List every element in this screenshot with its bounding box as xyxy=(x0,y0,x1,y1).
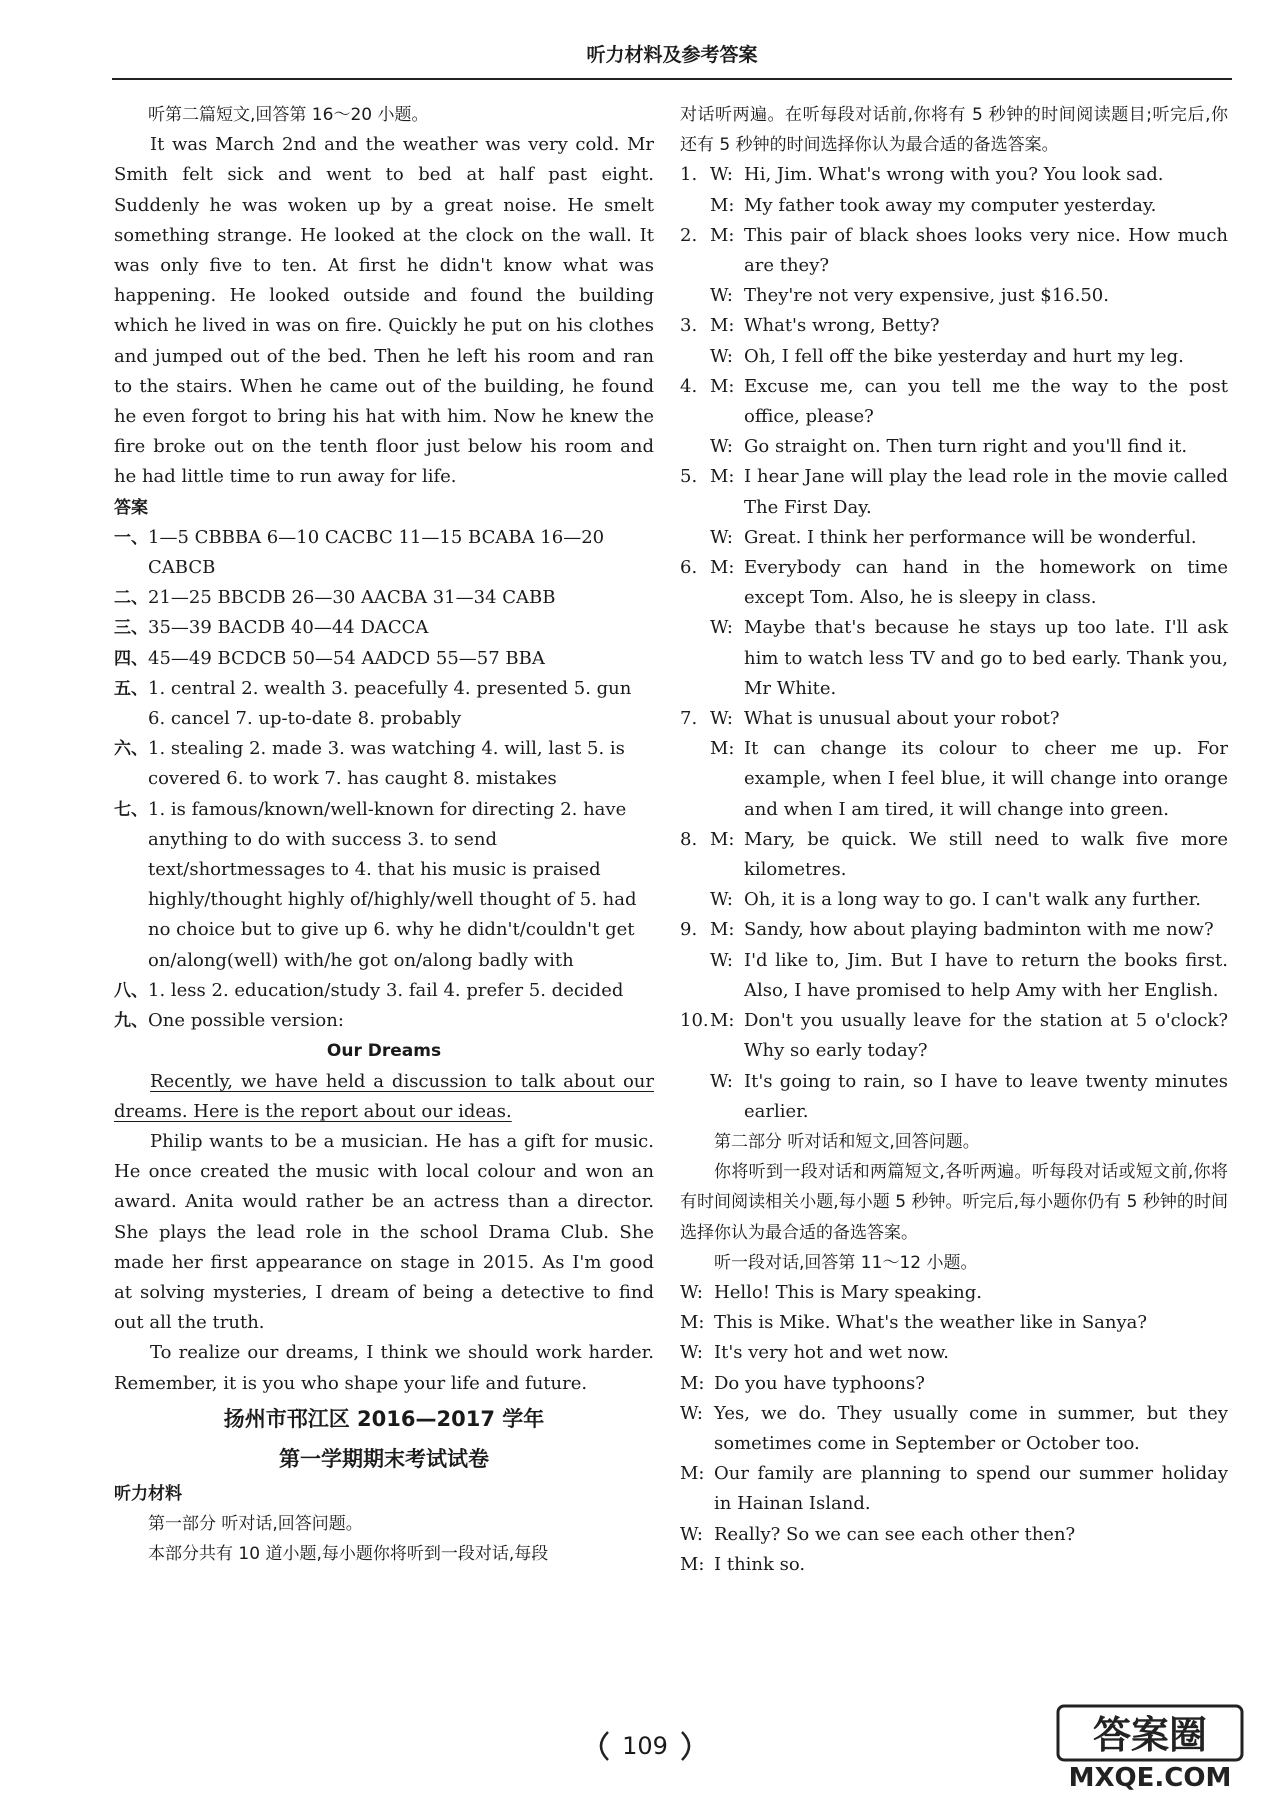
answer-item: 六、 1. stealing 2. made 3. was watching 4. will, last 5. is covered 6. to work 7. has caught 8. mistakes xyxy=(114,738,625,790)
running-header: 听力材料及参考答案 xyxy=(586,44,758,66)
dialogue-line: 6. M: Everybody can hand in the homework on time except Tom. Also, he is sleepy in class. xyxy=(680,557,1228,609)
dialogue-line: 3. M: What's wrong, Betty? xyxy=(680,315,940,337)
dialogue-line: W: Oh, it is a long way to go. I can't walk any further. xyxy=(710,889,1201,911)
conversation-line: W: It's very hot and wet now. xyxy=(680,1342,949,1364)
part1-description: 本部分共有 10 道小题,每小题你将听到一段对话,每段 xyxy=(148,1544,549,1565)
part1-heading: 第一部分 听对话,回答问题。 xyxy=(148,1513,363,1534)
dialogue-line: M: My father took away my computer yesterday. xyxy=(710,194,1157,216)
dialogue-list xyxy=(680,160,1228,1127)
answer-item: 三、 35—39 BACDB 40—44 DACCA xyxy=(114,617,429,639)
test-subtitle: 第一学期期末考试试卷 xyxy=(279,1446,489,1471)
dialogue-line: W: They're not very expensive, just $16.50. xyxy=(710,285,1109,307)
listening-heading: 听力材料 xyxy=(114,1483,182,1504)
dialogue-intro: 听一段对话,回答第 11～12 小题。 xyxy=(714,1252,978,1273)
conversation-line: W: Really? So we can see each other then? xyxy=(680,1523,1076,1545)
watermark-logo xyxy=(1050,1700,1250,1795)
dialogue-line: W: Go straight on. Then turn right and you'll find it. xyxy=(710,436,1188,458)
dialogue-line: 9. M: Sandy, how about playing badminton with me now? xyxy=(680,919,1214,941)
dialogue-line: 7. W: What is unusual about your robot? xyxy=(680,708,1060,730)
part1-description-cont: 对话听两遍。在听每段对话前,你将有 5 秒钟的时间阅读题目;听完后,你还有 5 秒钟的时间选择你认为最合适的备选答案。 xyxy=(680,105,1228,156)
part2-description: 你将听到一段对话和两篇短文,各听两遍。听每段对话或短文前,你将有时间阅读相关小题,每小题 5 秒钟。听完后,每小题你仍有 5 秒钟的时间选择你认为最合适的备选答案。 xyxy=(680,1162,1228,1243)
essay-paragraph: Recently, we have held a discussion to talk about our dreams. Here is the report about our ideas. xyxy=(114,1070,654,1122)
dialogue-line: 4. M: Excuse me, can you tell me the way to the post office, please? xyxy=(680,375,1228,428)
conversation-line: M: Our family are planning to spend our summer holiday in Hainan Island. xyxy=(680,1463,1228,1515)
dialogue-line: 5. M: I hear Jane will play the lead role in the movie called The First Day. xyxy=(680,466,1228,518)
essay-paragraph: Philip wants to be a musician. He has a gift for music. He once created the music with local colour and won an award. Anita would rather be an actress than a director. She plays the lead role in the school Drama Club. She made her first appearance on stage in 2015. As I'm good at solving mysteries, I dream of being a detective to find out all the truth. xyxy=(114,1130,654,1334)
conversation-line: W: Yes, we do. They usually come in summer, but they sometimes come in September or October too. xyxy=(680,1402,1228,1454)
page-number: 109 xyxy=(590,1728,700,1764)
dialogue-line: W: Maybe that's because he stays up too late. I'll ask him to watch less TV and go to bed early. Thank you, Mr White. xyxy=(710,617,1228,699)
part2-heading: 第二部分 听对话和短文,回答问题。 xyxy=(714,1131,980,1152)
answer-list xyxy=(114,523,654,1036)
answer-item: 二、 21—25 BBCDB 26—30 AACBA 31—34 CABB xyxy=(114,587,556,609)
dialogue-line: W: It's going to rain, so I have to leave twenty minutes earlier. xyxy=(710,1070,1228,1122)
left-column xyxy=(114,100,654,1569)
passage-intro: 听第二篇短文,回答第 16～20 小题。 xyxy=(148,105,429,125)
dialogue-line: W: Oh, I fell off the bike yesterday and hurt my leg. xyxy=(710,345,1184,367)
header-rule xyxy=(112,78,1232,80)
answer-item: 九、 One possible version: xyxy=(114,1010,344,1032)
svg-text:答案圈: 答案圈 xyxy=(1092,1713,1208,1757)
answer-item: 八、 1. less 2. education/study 3. fail 4. prefer 5. decided xyxy=(114,979,624,1001)
conversation xyxy=(680,1278,1228,1580)
answer-item: 一、 1—5 CBBBA 6—10 CACBC 11—15 BCABA 16—20 CABCB xyxy=(114,526,605,579)
svg-text:MXQE.COM: MXQE.COM xyxy=(1068,1763,1232,1793)
dialogue-line: W: I'd like to, Jim. But I have to return the books first. Also, I have promised to help Amy with her English. xyxy=(710,949,1228,1001)
dialogue-line: 2. M: This pair of black shoes looks very nice. How much are they? xyxy=(680,224,1228,277)
dialogue-line: 10. M: Don't you usually leave for the station at 5 o'clock? Why so early today? xyxy=(680,1010,1228,1062)
answer-item: 四、 45—49 BCDCB 50—54 AADCD 55—57 BBA xyxy=(114,647,545,669)
answers-heading: 答案 xyxy=(114,497,148,518)
essay-title: Our Dreams xyxy=(326,1041,442,1062)
conversation-line: W: Hello! This is Mary speaking. xyxy=(680,1281,982,1303)
answer-item: 七、 1. is famous/known/well-known for directing 2. have anything to do with success 3. to send text/shortmessages to 4. that his music is praised highly/thought highly of/highly/well thought of 5. had no choice but to give up 6. why he didn't/couldn't get on/along(well) with/he got on/along badly with xyxy=(114,798,637,971)
conversation-line: M: This is Mike. What's the weather like in Sanya? xyxy=(680,1312,1148,1334)
right-column xyxy=(680,100,1228,1580)
dialogue-line: 1. W: Hi, Jim. What's wrong with you? You look sad. xyxy=(680,164,1164,186)
dialogue-line: W: Great. I think her performance will be wonderful. xyxy=(710,526,1197,548)
conversation-line: M: Do you have typhoons? xyxy=(680,1372,925,1394)
test-title: 扬州市邗江区 2016—2017 学年 xyxy=(223,1406,545,1431)
essay-paragraph: To realize our dreams, I think we should work harder. Remember, it is you who shape your life and future. xyxy=(114,1342,654,1394)
dialogue-line: 8. M: Mary, be quick. We still need to walk five more kilometres. xyxy=(680,828,1228,881)
dialogue-line: M: It can change its colour to cheer me up. For example, when I feel blue, it will change into orange and when I am tired, it will change into green. xyxy=(710,738,1228,820)
passage-text: It was March 2nd and the weather was very cold. Mr Smith felt sick and went to bed at half past eight. Suddenly he was woken up by a great noise. He smelt something strange. He looked at the clock on the wall. It was only five to ten. At first he didn't know what was happening. He looked outside and found the building which he lived in was on fire. Quickly he put on his clothes and jumped out of the bed. Then he left his room and ran to the stairs. When he came out of the building, he found he even forgot to bring his hat with him. Now he knew the fire broke out on the tenth floor just below his room and he had little time to run away for life. xyxy=(114,134,654,488)
conversation-line: M: I think so. xyxy=(680,1553,806,1575)
answer-item: 五、 1. central 2. wealth 3. peacefully 4. presented 5. gun 6. cancel 7. up-to-date 8. probably xyxy=(114,677,632,730)
